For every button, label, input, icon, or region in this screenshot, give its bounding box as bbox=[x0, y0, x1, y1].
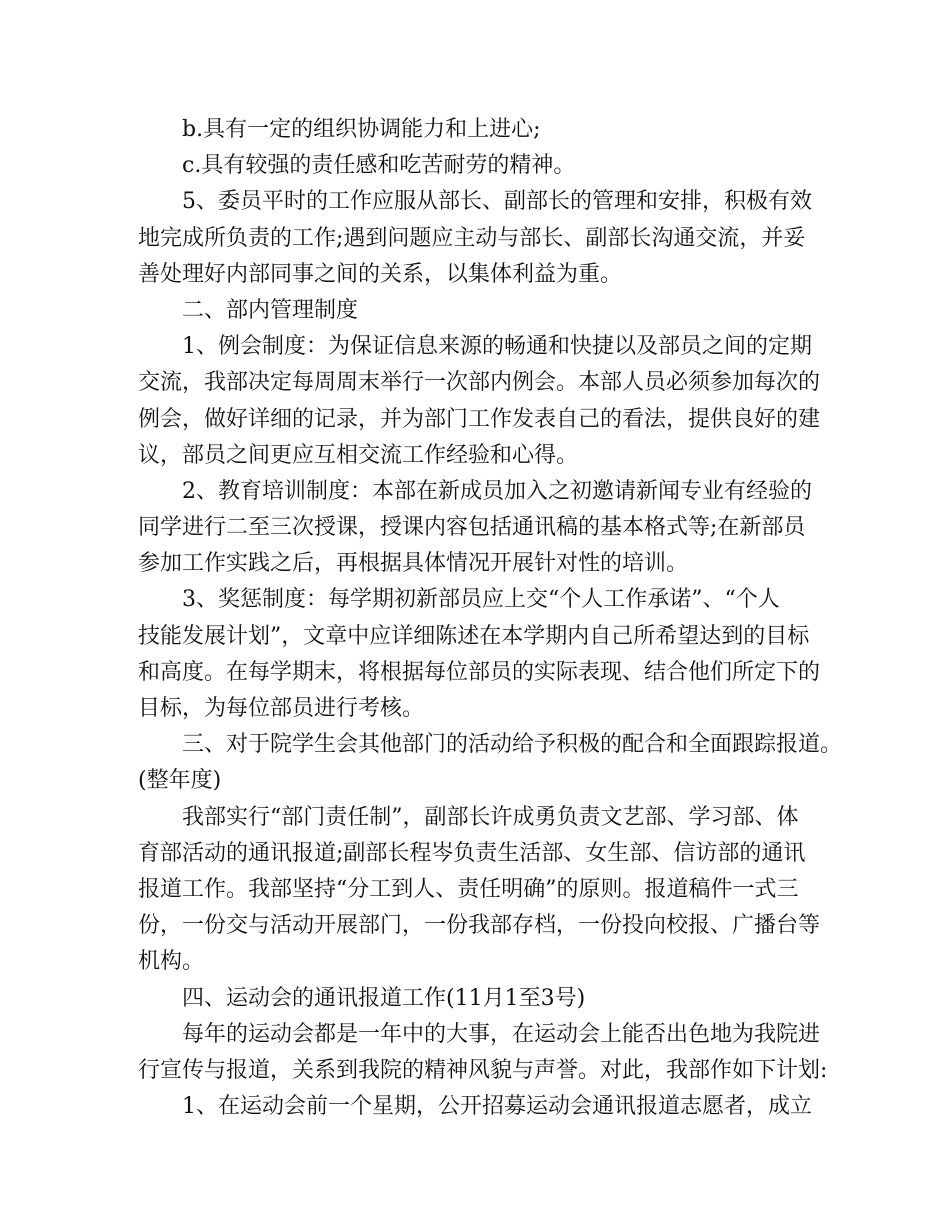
text-line: 2、教育培训制度：本部在新成员加入之初邀请新闻专业有经验的 bbox=[182, 478, 812, 504]
text-line: 善处理好内部同事之间的关系，以集体利益为重。 bbox=[138, 261, 623, 287]
document-body bbox=[138, 112, 843, 1125]
section-heading: 三、对于院学生会其他部门的活动给予积极的配合和全面跟踪报道。 bbox=[182, 732, 843, 758]
text-line: 行宣传与报道，关系到我院的精神风貌与声誉。对此，我部作如下计划: bbox=[138, 1057, 828, 1083]
text-line: 1、例会制度：为保证信息来源的畅通和快捷以及部员之间的定期 bbox=[182, 334, 812, 360]
text-line: 报道工作。我部坚持“分工到人、责任明确”的原则。报道稿件一式三 bbox=[138, 876, 799, 902]
text-line: (整年度) bbox=[138, 768, 222, 794]
text-line: 同学进行二至三次授课，授课内容包括通讯稿的基本格式等;在新部员 bbox=[138, 515, 806, 541]
text-line: 目标，为每位部员进行考核。 bbox=[138, 696, 425, 721]
text-line: 和高度。在每学期末，将根据每位部员的实际表现、结合他们所定下的 bbox=[138, 659, 821, 685]
text-line: 3、奖惩制度：每学期初新部员应上交“个人工作承诺”、“个人 bbox=[182, 587, 780, 613]
text-line: 5、委员平时的工作应服从部长、副部长的管理和安排，积极有效 bbox=[182, 189, 812, 215]
text-line: 机构。 bbox=[138, 949, 205, 975]
text-line: 议，部员之间更应互相交流工作经验和心得。 bbox=[138, 442, 579, 468]
section-heading: 二、部内管理制度 bbox=[182, 297, 359, 323]
text-line: 育部活动的通讯报道;副部长程岑负责生活部、女生部、信访部的通讯 bbox=[138, 840, 806, 866]
text-line: 交流，我部决定每周周末举行一次部内例会。本部人员必须参加每次的 bbox=[138, 370, 821, 396]
text-line: 技能发展计划”，文章中应详细陈述在本学期内自己所希望达到的目标 bbox=[138, 623, 810, 649]
text-line: 我部实行“部门责任制”，副部长许成勇负责文艺部、学习部、体 bbox=[182, 804, 799, 830]
text-line: 每年的运动会都是一年中的大事，在运动会上能否出色地为我院进 bbox=[182, 1021, 821, 1047]
text-line: 份，一份交与活动开展部门，一份我部存档，一份投向校报、广播台等 bbox=[138, 913, 821, 939]
text-line: 例会，做好详细的记录，并为部门工作发表自己的看法，提供良好的建 bbox=[138, 406, 821, 432]
text-line: b.具有一定的组织协调能力和上进心; bbox=[182, 117, 541, 142]
section-heading: 四、运动会的通讯报道工作(11月1至3号) bbox=[182, 985, 586, 1011]
text-line: 1、在运动会前一个星期，公开招募运动会通讯报道志愿者，成立 bbox=[182, 1094, 812, 1120]
text-line: 地完成所负责的工作;遇到问题应主动与部长、副部长沟通交流，并妥 bbox=[138, 225, 806, 251]
text-line: 参加工作实践之后，再根据具体情况开展针对性的培训。 bbox=[138, 551, 689, 577]
text-line: c.具有较强的责任感和吃苦耐劳的精神。 bbox=[182, 153, 576, 179]
